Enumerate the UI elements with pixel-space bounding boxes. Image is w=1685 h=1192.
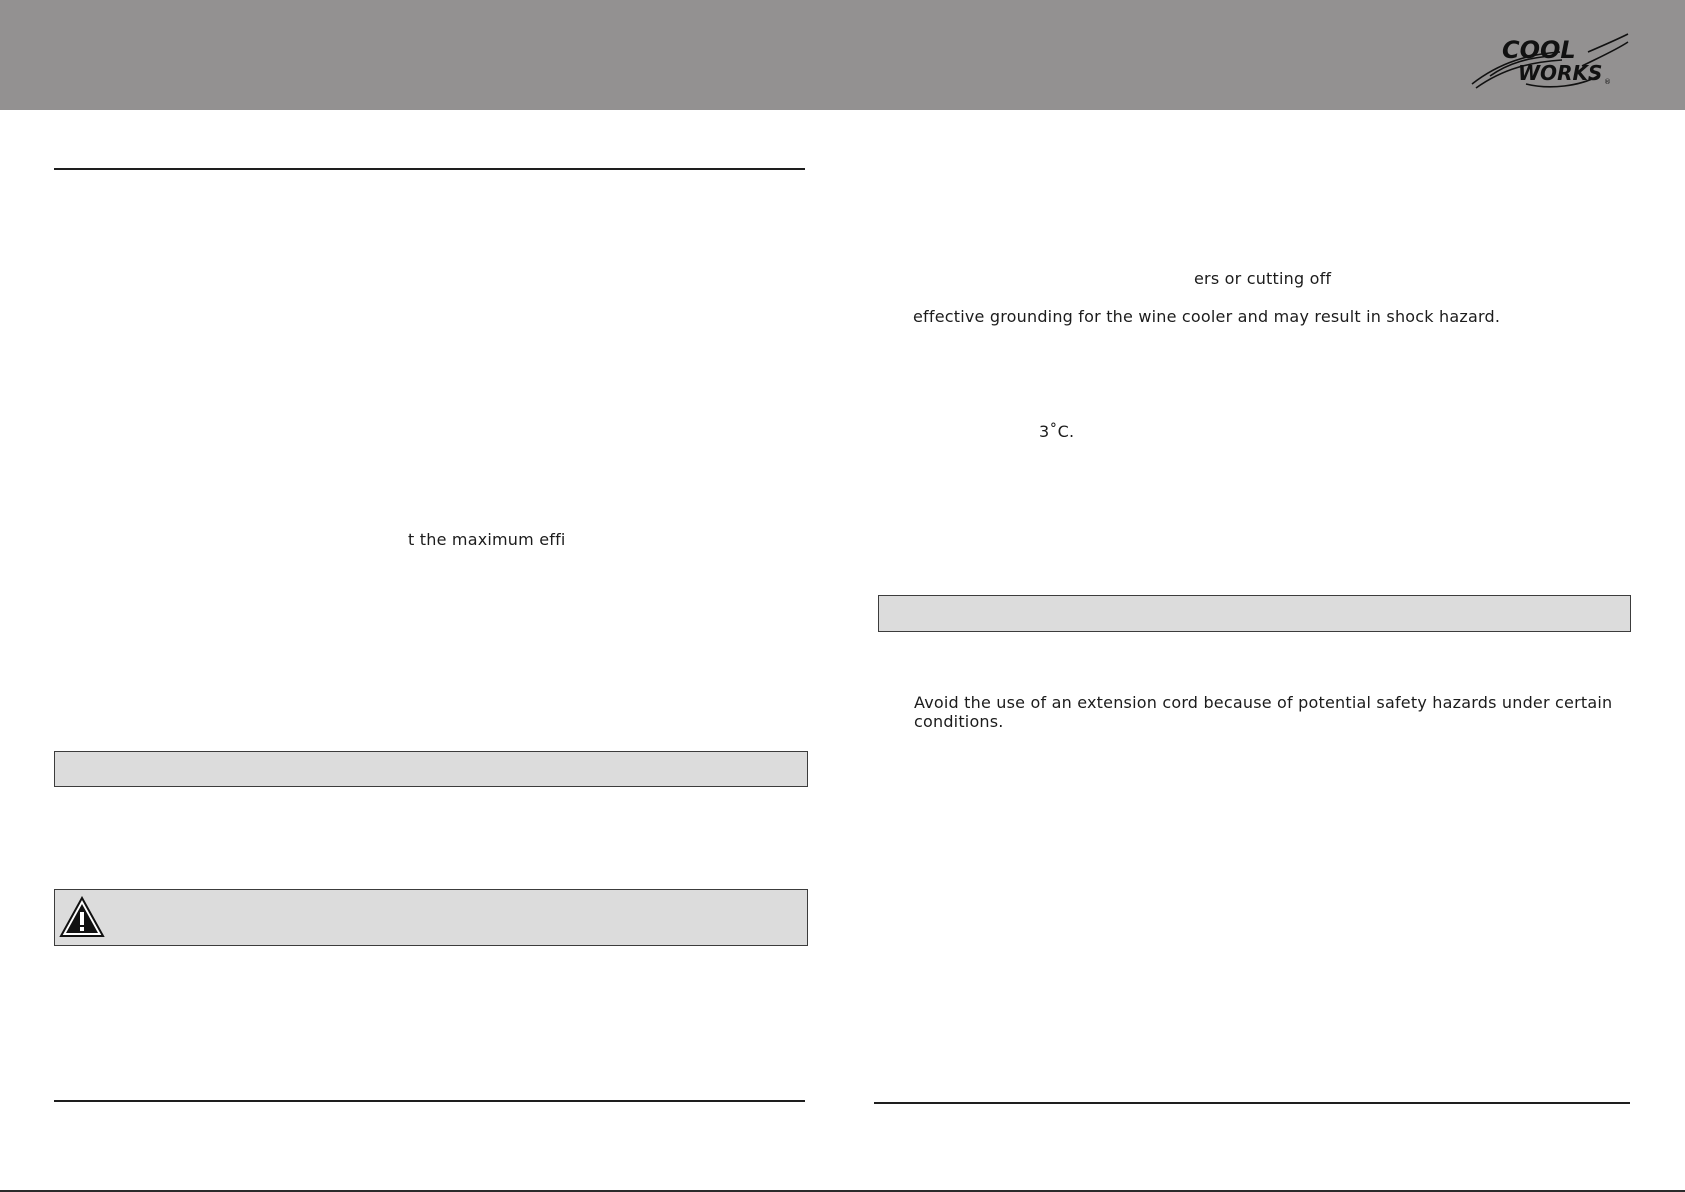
logo-text-top: COOL bbox=[1502, 36, 1576, 64]
right-text-extension-cord-line1: Avoid the use of an extension cord because of potential safety hazards under certain bbox=[914, 693, 1613, 712]
coolworks-logo bbox=[1470, 32, 1630, 92]
warning-triangle-icon bbox=[59, 896, 105, 938]
right-text-fragment-cutting: ers or cutting off bbox=[1194, 269, 1332, 288]
right-text-temperature: 3˚C. bbox=[1039, 422, 1075, 441]
left-text-fragment: t the maximum effi bbox=[408, 530, 566, 549]
warning-box bbox=[54, 889, 808, 946]
right-notice-box bbox=[878, 595, 1631, 632]
right-bottom-rule bbox=[874, 1102, 1630, 1104]
logo-text-bottom: WORKS bbox=[1518, 61, 1603, 85]
right-text-grounding: effective grounding for the wine cooler and may result in shock hazard. bbox=[913, 307, 1501, 326]
left-bottom-rule bbox=[54, 1100, 805, 1102]
header-bar bbox=[0, 0, 1685, 110]
logo-registered-mark: ® bbox=[1604, 78, 1611, 86]
right-text-extension-cord-line2: conditions. bbox=[914, 712, 1004, 731]
left-top-rule bbox=[54, 168, 805, 170]
left-notice-box bbox=[54, 751, 808, 787]
